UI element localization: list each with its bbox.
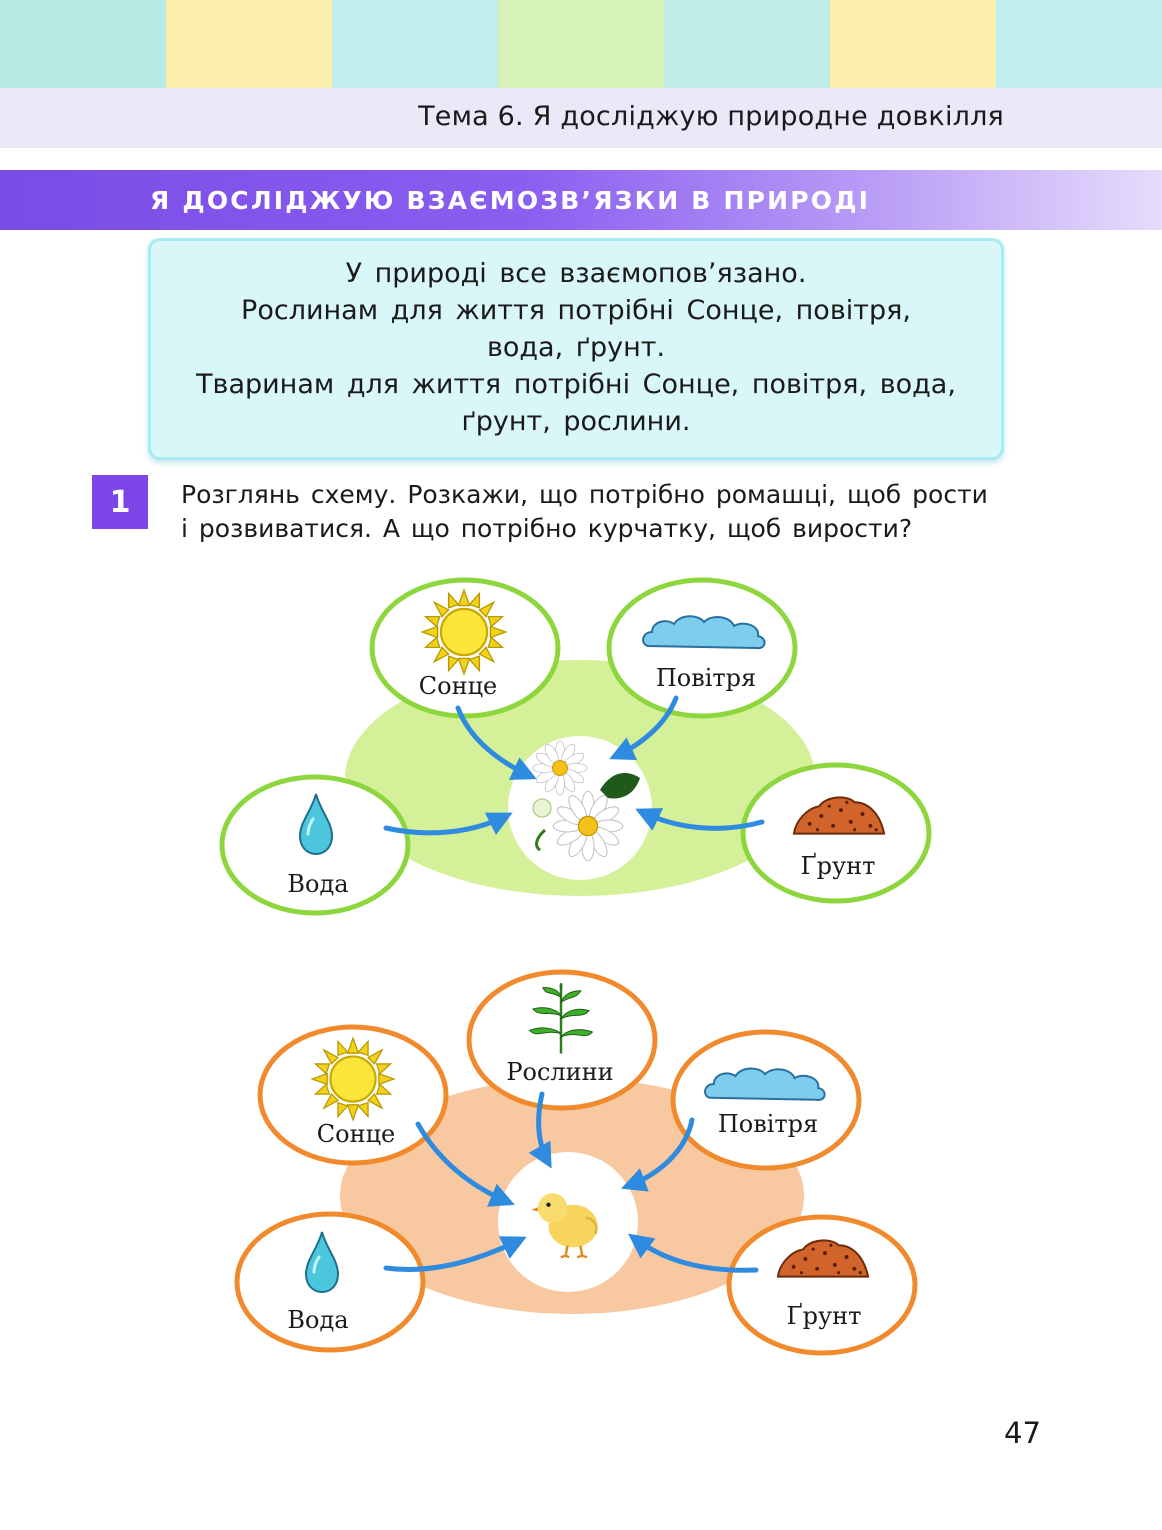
node-label: Ґрунт (786, 1302, 862, 1330)
node-label: Вода (287, 1306, 349, 1334)
node-label: Ґрунт (800, 852, 876, 880)
sun-icon (422, 590, 506, 674)
info-line: вода, ґрунт. (486, 332, 666, 363)
animal-node-air (673, 1032, 859, 1168)
node-label: Рослини (506, 1058, 614, 1086)
sun-icon (312, 1038, 394, 1120)
lesson-title: Я ДОСЛІДЖУЮ ВЗАЄМОЗВ’ЯЗКИ В ПРИРОДІ (150, 186, 871, 215)
info-line: Тваринам для життя потрібні Сонце, повітря, вода, (196, 369, 956, 400)
info-line: У природі все взаємопов’язано. (345, 258, 807, 289)
page-number: 47 (1004, 1416, 1041, 1450)
plant-node-water (222, 777, 408, 913)
info-line: ґрунт, рослини. (461, 406, 691, 437)
animal-node-plants (469, 972, 655, 1108)
node-label: Повітря (717, 1110, 819, 1138)
node-label: Сонце (418, 672, 498, 700)
animal-needs-diagram (237, 972, 915, 1353)
animal-node-sun (260, 1027, 446, 1163)
theme-title: Тема 6. Я досліджую природне довкілля (418, 101, 1004, 132)
task-text-line: і розвиватися. А що потрібно курчатку, щоб вирости? (181, 514, 913, 543)
info-line: Рослинам для життя потрібні Сонце, повітря, (241, 295, 911, 326)
plant-node-sun (372, 580, 558, 716)
plant-node-air (609, 580, 795, 716)
node-label: Повітря (655, 664, 757, 692)
animal-node-water (237, 1214, 423, 1350)
animal-node-soil (729, 1217, 915, 1353)
node-label: Сонце (316, 1120, 396, 1148)
task-text-line: Розглянь схему. Розкажи, що потрібно ромашці, щоб рости (181, 480, 988, 509)
plant-needs-diagram (222, 580, 929, 913)
node-label: Вода (287, 870, 349, 898)
plant-node-soil (743, 765, 929, 901)
task-number-badge: 1 (92, 475, 148, 529)
